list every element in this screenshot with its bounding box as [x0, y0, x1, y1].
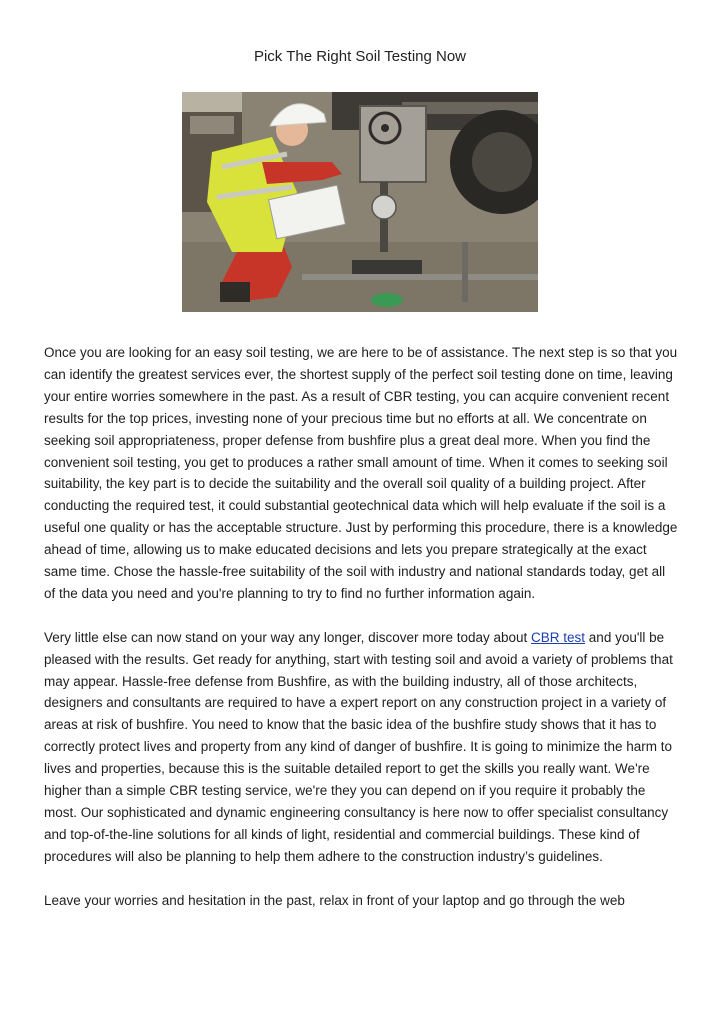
document-title: Pick The Right Soil Testing Now — [253, 48, 467, 65]
paragraph-2 — [44, 627, 678, 868]
paragraph-2-rest: and you'll be pleased with the results. Get ready for anything, start with testing soil and avoid a variety of problems that may appear. Hassle-free defense from Bushfire, as with the building industry, all of those architects, designers and consultants are required to have a expert report on any construction project in a variety of areas at risk of bushfire. You need to know that the basic idea of the bushfire study shows that it has to correctly protect lives and property from any kind of danger of bushfire. It is going to minimize the harm to lives and properties, because this is the suitable detailed report to get the skills you really want. We're higher than a simple CBR testing service, we're they you can depend on if you require it probably the most. Our sophisticated and dynamic engineering consultancy is here now to offer specialist consultancy and top-of-the-line solutions for all kinds of light, residential and commercial buildings. These kind of procedures will also be planning to help them adhere to the construction industry’s guidelines. — [44, 629, 673, 864]
paragraph-1: Once you are looking for an easy soil testing, we are here to be of assistance. The next step is so that you can identify the greatest services ever, the shortest supply of the perfect soil testing done on time, leaving your entire worries somewhere in the past. As a result of CBR testing, you can acquire convenient recent results for the top prices, investing none of your precious time but no efforts at all. We concentrate on seeking soil appropriateness, proper defense from bushfire plus a great deal more. When you find the convenient soil testing, you get to produces a rather small amount of time. When it comes to seeking soil suitability, the key part is to decide the suitability and the overall soil quality of a building project. After conducting the required test, it could substantial geotechnical data which will help evaluate if the soil is a useful one quality or has the acceptable structure. Just by performing this procedure, there is a knowledge ahead of time, allowing us to make educated decisions and lets you prepare strategically at the exact same time. Chose the hassle-free suitability of the soil with industry and national standards today, get all of the data you need and you're planning to try to find no further information again. — [44, 345, 678, 601]
paragraph-2-lead: Very little else can now stand on your way any longer, discover more today about — [44, 629, 532, 645]
worker-soil-test-photo — [182, 92, 538, 312]
paragraph-3: Leave your worries and hesitation in the past, relax in front of your laptop and go through the web — [44, 892, 625, 908]
soil-testing-photo — [182, 92, 538, 312]
cbr-test-link[interactable]: CBR test — [531, 629, 586, 645]
article-body — [44, 342, 678, 933]
